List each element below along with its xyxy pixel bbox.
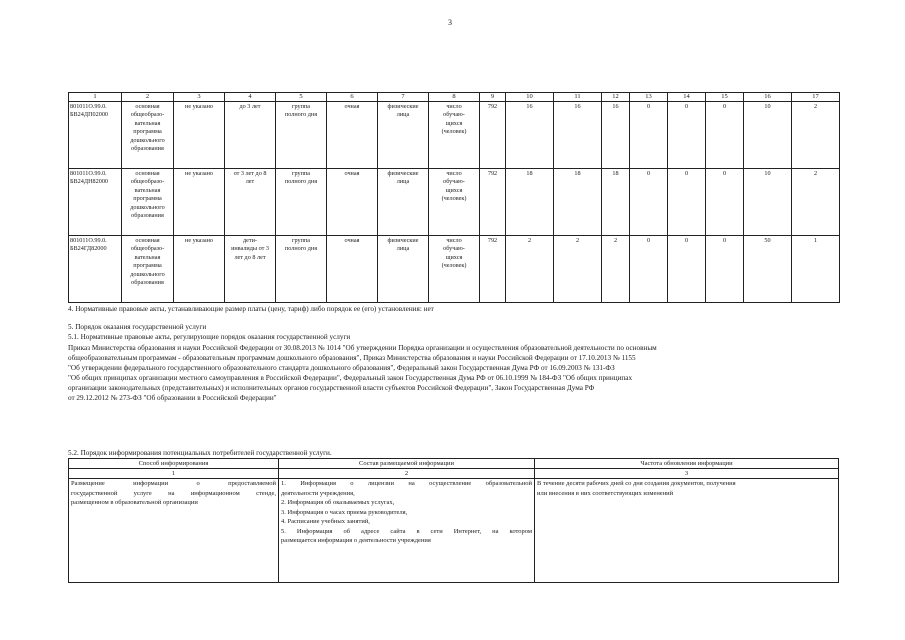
cell-line: щихся <box>445 253 463 261</box>
cell-c14: 0 <box>668 236 706 303</box>
cell-c17: 2 <box>792 169 840 236</box>
cell-c8 <box>429 102 480 169</box>
cell-program <box>122 236 174 303</box>
cell-line: (человек) <box>441 195 467 203</box>
cell-line: физические <box>387 103 419 110</box>
cell-c7 <box>378 169 429 236</box>
laws-line: организации законодательных (представительных) и исполнительных органов государственной власти субъектов Российской Федерации", Закон Государственная Дума РФ <box>68 384 595 392</box>
info-cell <box>279 479 535 583</box>
cell-line: дошкольного <box>130 136 165 144</box>
cell-c4 <box>225 169 276 236</box>
page-number: 3 <box>448 18 452 27</box>
column-number: 7 <box>378 93 429 102</box>
cell-c12: 18 <box>602 169 630 236</box>
cell-c14: 0 <box>668 169 706 236</box>
cell-c6 <box>327 169 378 236</box>
cell-code <box>69 236 122 303</box>
cell-line: щихся <box>445 186 463 194</box>
cell-line: лет <box>245 178 255 186</box>
info-line: 4. Расписание учебных занятий, <box>281 518 370 525</box>
cell-line: БВ24ДП02000 <box>70 111 109 119</box>
cell-line: лет до 8 лет <box>234 253 266 261</box>
laws-line: "Об общих принципах организации местного самоуправления в Российской Федерации", Федеральный закон Государственная Дума РФ от 06.10.1999 № 184-ФЗ "Об общих принципах <box>68 374 633 382</box>
header-method: Способ информирования <box>69 459 279 469</box>
informing-table <box>68 458 839 583</box>
column-number: 9 <box>480 93 506 102</box>
cell-c15: 0 <box>706 102 744 169</box>
cell-line: щихся <box>445 119 463 127</box>
column-number: 14 <box>668 93 706 102</box>
laws-line: от 29.12.2012 № 273-ФЗ "Об образовании в Российской Федерации" <box>68 394 277 402</box>
column-number: 8 <box>429 93 480 102</box>
cell-c15: 0 <box>706 169 744 236</box>
cell-line: дошкольного <box>130 203 165 211</box>
indicators-header-row <box>69 93 840 102</box>
cell-line: не указано <box>185 237 213 244</box>
header-frequency: Частота обновления информации <box>535 459 839 469</box>
cell-c9: 792 <box>480 102 506 169</box>
cell-c15: 0 <box>706 236 744 303</box>
cell-line: от 3 лет до 8 <box>233 170 267 177</box>
cell-line: 801011О.99.0. <box>70 103 107 110</box>
column-number: 12 <box>602 93 630 102</box>
column-number: 1 <box>69 469 279 479</box>
cell-program <box>122 169 174 236</box>
section-5-2-title: 5.2. Порядок информирования потенциальных потребителей государственной услуги. <box>68 449 332 457</box>
cell-c3 <box>174 169 225 236</box>
cell-c6 <box>327 236 378 303</box>
cell-line: вательная <box>134 253 161 261</box>
info-line: 5. Информация об адресе сайта в сети Интернет, на котором <box>281 527 532 535</box>
cell-c3 <box>174 102 225 169</box>
cell-c4 <box>225 236 276 303</box>
cell-c6 <box>327 102 378 169</box>
cell-c11: 18 <box>554 169 602 236</box>
cell-line: не указано <box>185 103 213 110</box>
cell-line: число <box>446 237 462 244</box>
cell-c17: 2 <box>792 102 840 169</box>
cell-line: полного дня <box>284 178 318 186</box>
cell-line: число <box>446 170 462 177</box>
laws-text <box>68 343 848 403</box>
column-number: 10 <box>506 93 554 102</box>
cell-c9: 792 <box>480 236 506 303</box>
cell-line: 801011О.99.0. <box>70 170 107 177</box>
cell-line: основная <box>135 237 160 244</box>
cell-line: программа <box>133 195 162 203</box>
informing-header-row <box>69 459 839 469</box>
frequency-line: В течение десяти рабочих дней со дня создания документов, получения <box>537 480 736 487</box>
column-number: 5 <box>276 93 327 102</box>
frequency-line: или внесения в них соответствующих изменений <box>537 489 674 497</box>
cell-program <box>122 102 174 169</box>
laws-line: "Об утверждении федерального государственного образовательного стандарта дошкольного образования", Федеральный закон Государственная Дума РФ от 16.09.2003 № 131-ФЗ <box>68 364 615 372</box>
column-number: 11 <box>554 93 602 102</box>
cell-c11: 16 <box>554 102 602 169</box>
cell-line: очная <box>344 237 360 244</box>
cell-line: лица <box>396 245 410 253</box>
cell-line: число <box>446 103 462 110</box>
cell-line: очная <box>344 170 360 177</box>
indicators-table <box>68 92 840 303</box>
laws-line: общеобразовательным программам - образовательным программам дошкольного образования", Приказ Министерства образования и науки Российской Федерации от 17.10.2013 № 1155 <box>68 354 636 362</box>
cell-c16: 50 <box>744 236 792 303</box>
method-cell <box>69 479 279 583</box>
cell-line: группа <box>291 237 310 244</box>
cell-line: (человек) <box>441 128 467 136</box>
cell-line: лица <box>396 111 410 119</box>
info-line: деятельности учреждения, <box>281 489 355 497</box>
cell-line: программа <box>133 128 162 136</box>
cell-line: обучаю- <box>443 111 465 119</box>
cell-c7 <box>378 102 429 169</box>
column-number: 3 <box>535 469 839 479</box>
cell-line: образования <box>131 212 164 220</box>
cell-line: основная <box>135 170 160 177</box>
cell-c8 <box>429 169 480 236</box>
header-info: Состав размещаемой информации <box>279 459 535 469</box>
column-number: 3 <box>174 93 225 102</box>
method-line: государственной услуге на информационном стенде, <box>71 489 276 497</box>
cell-line: группа <box>291 170 310 177</box>
cell-line: вательная <box>134 119 161 127</box>
info-line: 1. Информация о лицензии на осуществление образовательной <box>281 480 532 487</box>
cell-c10: 2 <box>506 236 554 303</box>
cell-c12: 16 <box>602 102 630 169</box>
laws-line: Приказ Министерства образования и науки Российской Федерации от 30.08.2013 № 1014 "Об утверждении Порядка организации и осуществления образовательной деятельности по основным <box>68 344 657 352</box>
cell-code <box>69 102 122 169</box>
method-line: Размещение информации о предоставляемой <box>71 480 276 487</box>
cell-line: инвалиды от 3 <box>231 245 269 253</box>
cell-c13: 0 <box>630 102 668 169</box>
cell-line: не указано <box>185 170 213 177</box>
cell-line: общеобразо- <box>130 111 165 119</box>
info-line: 2. Информация об оказываемых услугах, <box>281 499 395 506</box>
method-line: размещенном в образовательной организации <box>71 499 198 506</box>
table-row <box>69 169 840 236</box>
cell-line: очная <box>344 103 360 110</box>
cell-line: до 3 лет <box>239 103 261 110</box>
column-number: 4 <box>225 93 276 102</box>
column-number: 2 <box>279 469 535 479</box>
cell-c9: 792 <box>480 169 506 236</box>
cell-line: БВ24ГД82000 <box>70 245 107 253</box>
cell-line: дошкольного <box>130 270 165 278</box>
column-number: 6 <box>327 93 378 102</box>
cell-code <box>69 169 122 236</box>
cell-line: 801011О.99.0. <box>70 237 107 244</box>
cell-c5 <box>276 169 327 236</box>
cell-c13: 0 <box>630 236 668 303</box>
informing-row <box>69 479 839 583</box>
cell-line: полного дня <box>284 245 318 253</box>
column-number: 17 <box>792 93 840 102</box>
cell-c4 <box>225 102 276 169</box>
section-4-text: 4. Нормативные правовые акты, устанавливающие размер платы (цену, тариф) либо порядок ее (его) установления: нет <box>68 305 434 313</box>
cell-line: дети- <box>243 237 257 244</box>
frequency-cell <box>535 479 839 583</box>
section-5-1-title: 5.1. Нормативные правовые акты, регулирующие порядок оказания государственной услуги <box>68 333 351 341</box>
cell-c12: 2 <box>602 236 630 303</box>
cell-c3 <box>174 236 225 303</box>
cell-line: программа <box>133 262 162 270</box>
cell-line: (человек) <box>441 262 467 270</box>
column-number: 16 <box>744 93 792 102</box>
table-row <box>69 102 840 169</box>
cell-c13: 0 <box>630 169 668 236</box>
cell-c10: 16 <box>506 102 554 169</box>
section-5-title: 5. Порядок оказания государственной услуги <box>68 323 207 331</box>
column-number: 1 <box>69 93 122 102</box>
cell-line: БВ24ДН82000 <box>70 178 109 186</box>
info-line: 3. Информация о часах приема руководителя, <box>281 508 408 516</box>
cell-line: образования <box>131 279 164 287</box>
cell-line: обучаю- <box>443 178 465 186</box>
cell-line: полного дня <box>284 111 318 119</box>
cell-c17: 1 <box>792 236 840 303</box>
cell-c16: 10 <box>744 102 792 169</box>
table-row <box>69 236 840 303</box>
cell-line: образования <box>131 145 164 153</box>
cell-line: физические <box>387 237 419 244</box>
column-number: 15 <box>706 93 744 102</box>
cell-c16: 10 <box>744 169 792 236</box>
cell-c5 <box>276 102 327 169</box>
cell-c8 <box>429 236 480 303</box>
cell-line: общеобразо- <box>130 245 165 253</box>
informing-number-row <box>69 469 839 479</box>
cell-line: основная <box>135 103 160 110</box>
column-number: 13 <box>630 93 668 102</box>
info-line: размещается информация о деятельности учреждения <box>281 537 431 544</box>
cell-line: группа <box>291 103 310 110</box>
cell-c11: 2 <box>554 236 602 303</box>
cell-line: общеобразо- <box>130 178 165 186</box>
column-number: 2 <box>122 93 174 102</box>
cell-c7 <box>378 236 429 303</box>
cell-c5 <box>276 236 327 303</box>
cell-line: лица <box>396 178 410 186</box>
cell-line: физические <box>387 170 419 177</box>
cell-line: вательная <box>134 186 161 194</box>
cell-c14: 0 <box>668 102 706 169</box>
cell-line: обучаю- <box>443 245 465 253</box>
cell-c10: 18 <box>506 169 554 236</box>
